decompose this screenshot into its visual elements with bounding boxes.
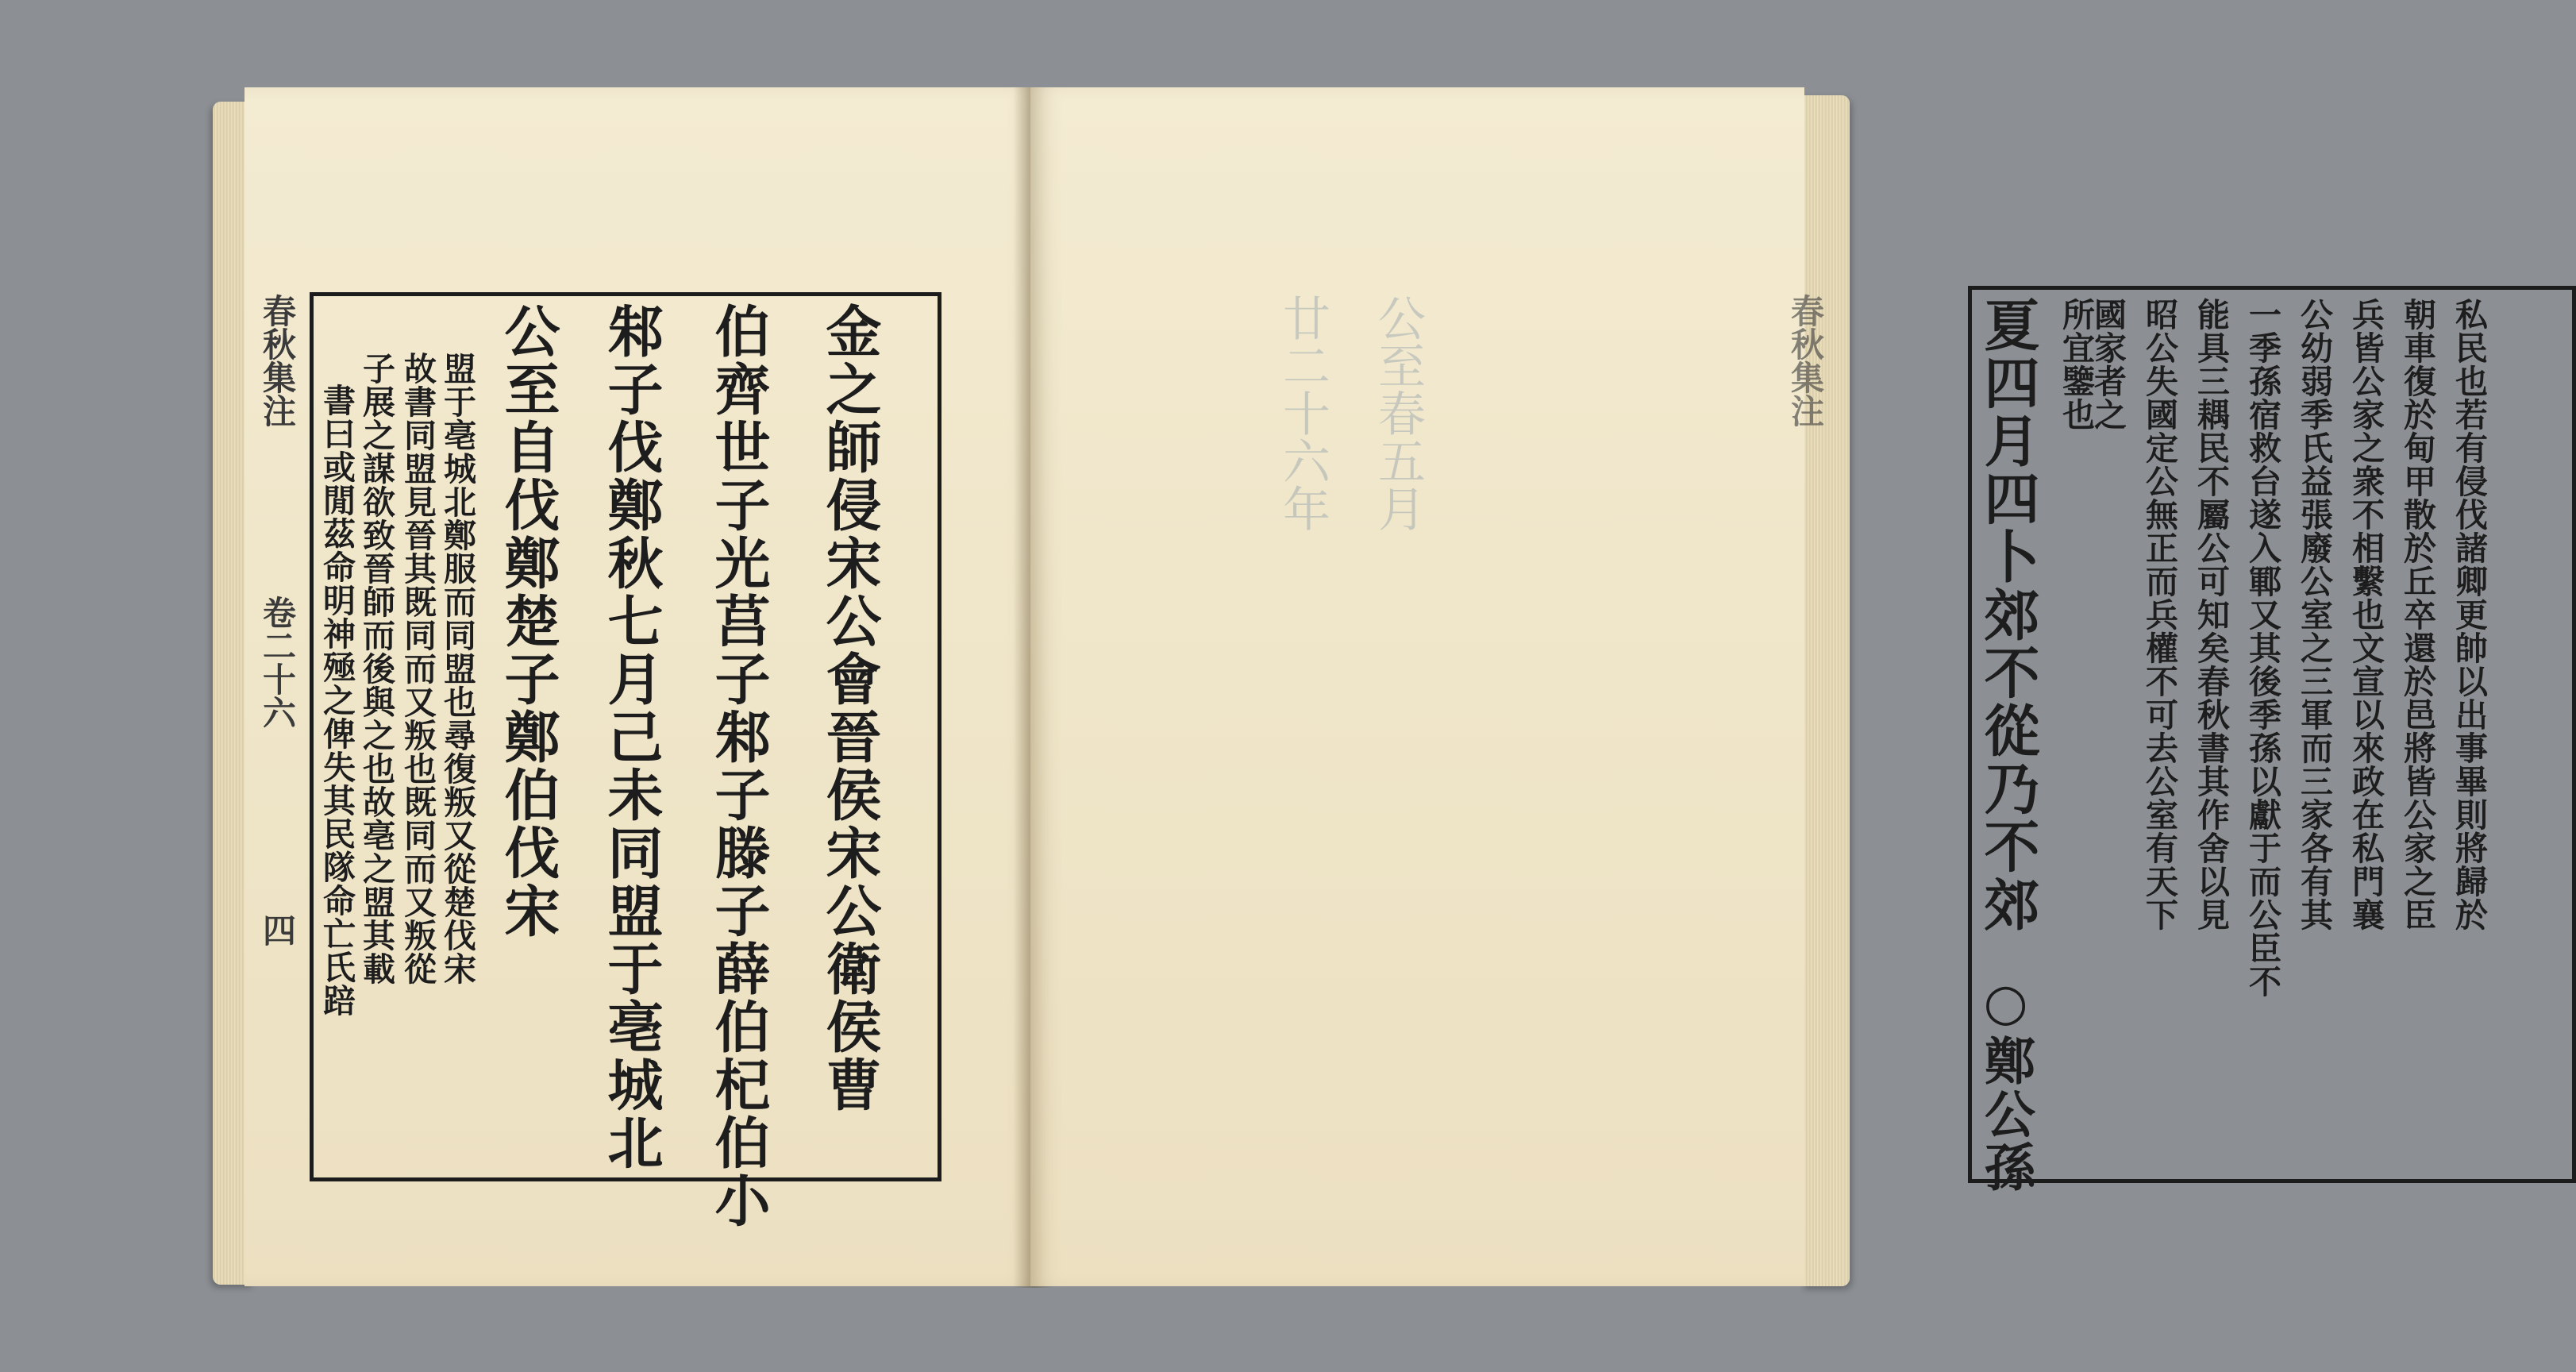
right-commentary-col-1: 私民也若有侵伐諸卿更帥以出事畢則將歸於 xyxy=(2450,298,2488,931)
right-commentary-col-5: 一季孫宿救台遂入鄆又其後季孫以獻于而公臣不 xyxy=(2243,298,2281,998)
left-commentary-col-2: 故書同盟見晉其既同而又叛也既同而又叛從 xyxy=(399,352,437,985)
right-main-col-1: 夏四月四卜郊不從乃不郊 xyxy=(1975,296,2041,934)
right-commentary-col-4: 公幼弱季氏益張廢公室之三軍而三家各有其 xyxy=(2295,298,2333,931)
left-main-col-3: 邾子伐鄭秋七月己未同盟于亳城北 xyxy=(599,303,664,1172)
right-page xyxy=(1030,87,2488,1286)
left-commentary-col-1: 盟于亳城北鄭服而同盟也尋復叛又從楚伐宋 xyxy=(438,352,476,985)
left-commentary-col-3: 子展之謀欲致晉師而後與之也故亳之盟其載 xyxy=(357,352,395,985)
right-margin-title: 春秋集注 xyxy=(1786,294,1825,427)
left-margin-volume: 卷二十六 xyxy=(258,595,297,729)
right-commentary-col-6: 能具三耦民不屬公可知矣春秋書其作舍以見 xyxy=(2192,298,2230,931)
left-margin-title: 春秋集注 xyxy=(258,294,297,427)
right-commentary-col-9: 所宜鑒也 xyxy=(2057,298,2095,431)
right-commentary-col-7: 昭公失國定公無正而兵權不可去公室有天下 xyxy=(2140,298,2178,931)
left-margin-page-number: 四 xyxy=(258,913,297,946)
right-commentary-col-2: 朝車復於甸甲散於丘卒還於邑將皆公家之臣 xyxy=(2398,298,2436,931)
right-commentary-col-3: 兵皆公家之衆不相繫也文宣以來政在私門襄 xyxy=(2347,298,2385,931)
right-main-col-2: ○鄭公孫 xyxy=(1976,973,2035,1194)
left-main-col-4: 公至自伐鄭楚子鄭伯伐宋 xyxy=(495,303,561,940)
right-page-edges xyxy=(1802,95,1850,1286)
left-text-frame xyxy=(310,292,941,1230)
left-page xyxy=(245,87,1038,1286)
right-text-frame xyxy=(1968,286,2576,1194)
left-main-col-1: 金之師侵宋公會晉侯宋公衛侯曹 xyxy=(817,303,883,1114)
right-commentary-col-8: 國家者之 xyxy=(2089,298,2127,431)
left-commentary-col-4: 書曰或閒茲命明神殛之俾失其民隊命亡氏踣 xyxy=(318,383,356,1017)
open-book xyxy=(213,87,2488,1291)
left-main-col-2: 伯齊世子光莒子邾子滕子薛伯杞伯小 xyxy=(706,303,772,1230)
bleed-through-text: 公至春五月 xyxy=(1370,294,1426,532)
bleed-through-text: 廿二十六年 xyxy=(1275,294,1330,532)
